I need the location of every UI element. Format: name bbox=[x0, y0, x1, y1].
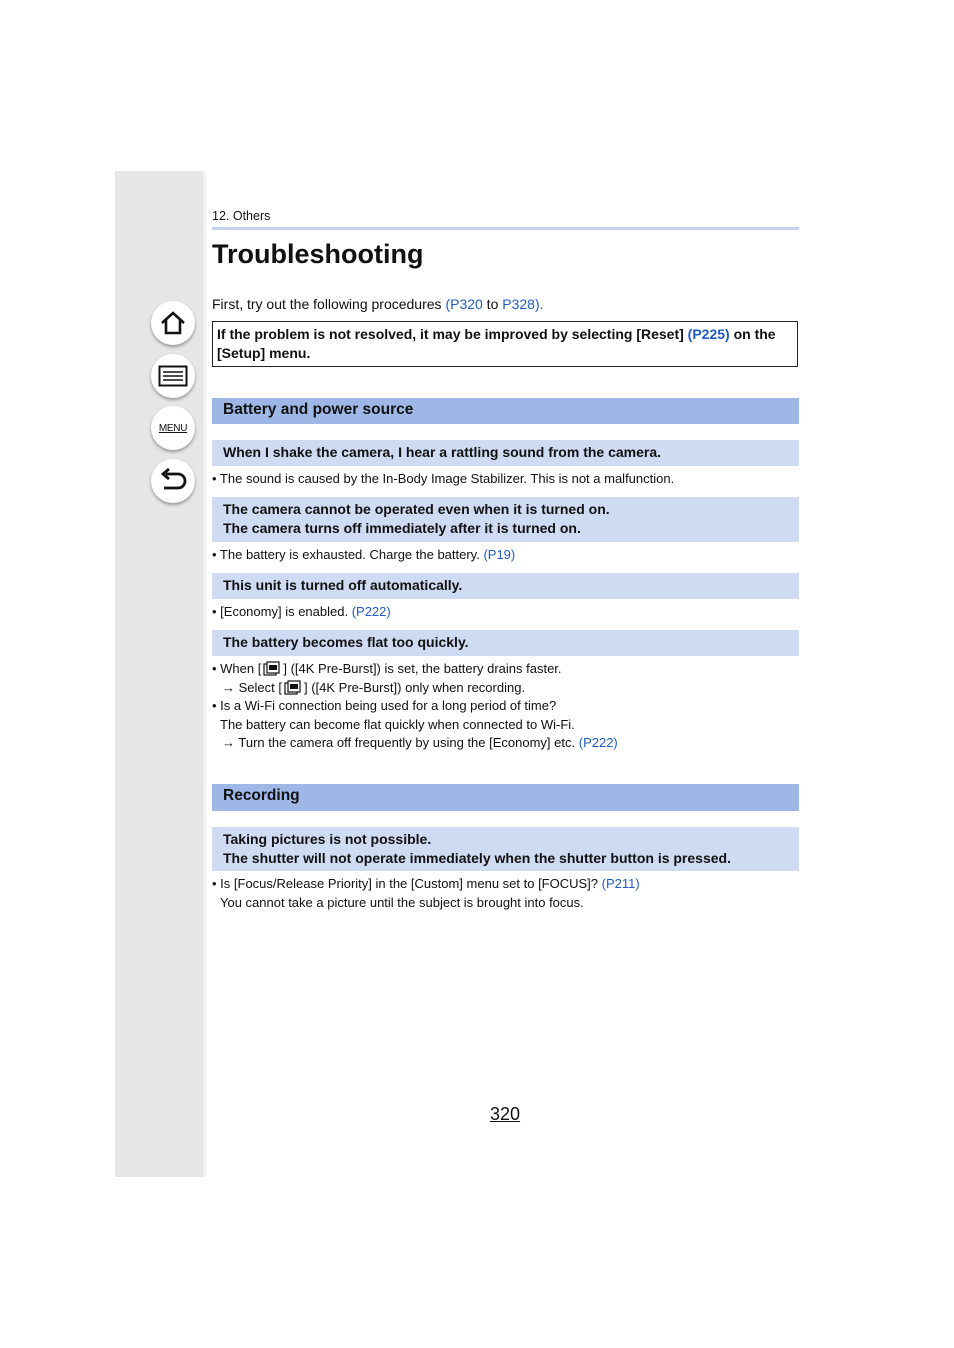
back-button[interactable] bbox=[151, 459, 195, 503]
question-line: Taking pictures is not possible. bbox=[223, 831, 432, 847]
answer-economy bbox=[212, 603, 802, 622]
answer-line bbox=[212, 875, 802, 894]
home-button[interactable] bbox=[151, 301, 195, 345]
page-number: 320 bbox=[490, 1104, 521, 1124]
question-cannot-take-pictures bbox=[212, 827, 799, 871]
link-p328[interactable]: P328) bbox=[502, 296, 540, 312]
answer-text: ] ([4K Pre-Burst]) is set, the battery drains faster. bbox=[283, 661, 562, 676]
answer-line bbox=[212, 679, 802, 698]
answer-exhausted bbox=[212, 546, 802, 565]
link-p222[interactable]: (P222) bbox=[578, 735, 618, 750]
answer-rattling: • The sound is caused by the In-Body Image Stabilizer. This is not a malfunction. bbox=[212, 471, 675, 486]
answer-text: • Is [Focus/Release Priority] in the [Custom] menu set to [FOCUS]? bbox=[212, 876, 602, 891]
list-icon bbox=[158, 365, 188, 387]
intro-to: to bbox=[482, 296, 503, 312]
section-heading-recording: Recording bbox=[212, 784, 799, 811]
menu-label: MENU bbox=[158, 422, 188, 434]
notice-text-end: on the [Setup] menu. bbox=[217, 326, 776, 361]
intro-text bbox=[212, 296, 544, 312]
notice-box bbox=[212, 321, 798, 367]
intro-period: . bbox=[539, 296, 544, 312]
question-line: The camera turns off immediately after it is turned on. bbox=[223, 520, 581, 536]
answer-line: • Is a Wi-Fi connection being used for a long period of time? bbox=[212, 698, 557, 713]
page-title: Troubleshooting bbox=[212, 239, 424, 269]
sidebar-edge bbox=[203, 171, 206, 1177]
answer-text: • When [ bbox=[212, 661, 262, 676]
answer-text: → Select [ bbox=[222, 679, 282, 695]
link-p320[interactable]: (P320 bbox=[445, 296, 483, 312]
chapter-rule bbox=[212, 227, 799, 230]
question-flat-quickly: The battery becomes flat too quickly. bbox=[212, 630, 799, 656]
question-cannot-operate bbox=[212, 497, 799, 542]
question-line: The shutter will not operate immediately when the shutter button is pressed. bbox=[223, 850, 731, 866]
link-p211[interactable]: (P211) bbox=[601, 876, 640, 891]
answer-text: • The battery is exhausted. Charge the battery. bbox=[212, 547, 484, 562]
answer-text: ] ([4K Pre-Burst]) only when recording. bbox=[303, 679, 526, 695]
answer-flat-quickly bbox=[212, 660, 802, 753]
question-line: The camera cannot be operated even when it is turned on. bbox=[223, 501, 610, 517]
contents-button[interactable] bbox=[151, 354, 195, 398]
link-p222[interactable]: (P222) bbox=[351, 604, 391, 619]
chapter-label: 12. Others bbox=[212, 209, 271, 223]
question-rattling: When I shake the camera, I hear a rattling sound from the camera. bbox=[212, 440, 799, 466]
4k-pre-burst-icon bbox=[284, 680, 302, 695]
link-p19[interactable]: (P19) bbox=[483, 547, 516, 562]
answer-line bbox=[212, 734, 802, 753]
answer-line: The battery can become flat quickly when connected to Wi-Fi. bbox=[220, 716, 575, 732]
answer-line: You cannot take a picture until the subject is brought into focus. bbox=[220, 894, 584, 910]
section-heading-battery: Battery and power source bbox=[212, 398, 799, 424]
notice-text: If the problem is not resolved, it may be improved by selecting [Reset] bbox=[217, 326, 688, 342]
home-icon bbox=[159, 309, 187, 337]
question-auto-off: This unit is turned off automatically. bbox=[212, 573, 799, 599]
menu-button[interactable] bbox=[151, 406, 195, 450]
answer-text: → Turn the camera off frequently by using the [Economy] etc. bbox=[222, 735, 579, 750]
link-p225[interactable]: (P225) bbox=[687, 326, 730, 342]
answer-text: • [Economy] is enabled. bbox=[212, 604, 352, 619]
back-arrow-icon bbox=[158, 468, 188, 494]
answer-line bbox=[212, 660, 802, 679]
4k-pre-burst-icon bbox=[263, 661, 281, 676]
answer-focus-priority bbox=[212, 875, 802, 912]
intro-body: First, try out the following procedures bbox=[212, 296, 446, 312]
